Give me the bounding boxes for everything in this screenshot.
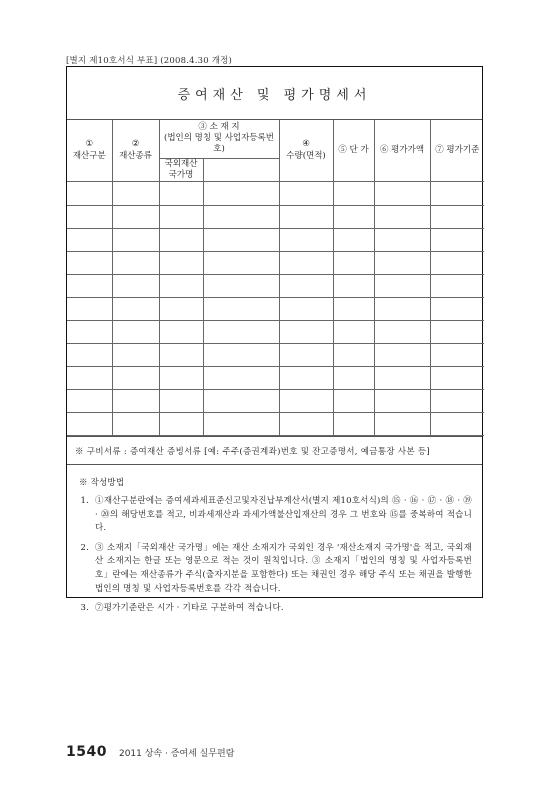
cell-location[interactable]: [203, 297, 279, 320]
cell-appraised-value[interactable]: [374, 390, 430, 413]
header-label: (법인의 명칭 및 사업자등록번호): [164, 133, 274, 155]
cell-unit-price[interactable]: [333, 367, 374, 390]
instruction-number: 2.: [80, 542, 89, 553]
cell-appraised-value[interactable]: [374, 344, 430, 367]
cell-unit-price[interactable]: [333, 251, 374, 274]
cell-unit-price[interactable]: [333, 297, 374, 320]
cell-foreign-country[interactable]: [159, 205, 203, 228]
cell-location[interactable]: [203, 182, 279, 205]
cell-appraised-value[interactable]: [374, 321, 430, 344]
cell-valuation-basis[interactable]: [430, 390, 484, 413]
header-valuation-basis: ⑦ 평가기준: [430, 120, 484, 182]
cell-unit-price[interactable]: [333, 228, 374, 251]
table-row: [67, 274, 484, 297]
cell-appraised-value[interactable]: [374, 367, 430, 390]
page-footer: [66, 744, 234, 760]
cell-valuation-basis[interactable]: [430, 182, 484, 205]
cell-quantity[interactable]: [279, 182, 333, 205]
cell-property-category[interactable]: [67, 182, 112, 205]
cell-appraised-value[interactable]: [374, 205, 430, 228]
cell-property-type[interactable]: [112, 251, 159, 274]
instruction-number: 1.: [80, 496, 89, 507]
cell-property-type[interactable]: [112, 321, 159, 344]
cell-foreign-country[interactable]: [159, 297, 203, 320]
cell-quantity[interactable]: [279, 321, 333, 344]
cell-property-category[interactable]: [67, 367, 112, 390]
cell-valuation-basis[interactable]: [430, 413, 484, 436]
cell-valuation-basis[interactable]: [430, 367, 484, 390]
cell-appraised-value[interactable]: [374, 228, 430, 251]
cell-location[interactable]: [203, 390, 279, 413]
table-row: [67, 413, 484, 436]
header-property-category: [67, 120, 112, 182]
instruction-item: [77, 495, 472, 536]
page-number: 1540: [66, 744, 107, 760]
title-row: [67, 67, 482, 120]
header-label: 재산종류: [119, 150, 152, 161]
cell-location[interactable]: [203, 274, 279, 297]
table-row: [67, 321, 484, 344]
instructions-heading: ※ 작성방법: [79, 478, 125, 489]
cell-foreign-country[interactable]: [159, 228, 203, 251]
header-appraised-value: ⑥ 평가가액: [374, 120, 430, 182]
table-row: [67, 344, 484, 367]
cell-property-category[interactable]: [67, 251, 112, 274]
cell-location[interactable]: [203, 251, 279, 274]
cell-valuation-basis[interactable]: [430, 297, 484, 320]
cell-unit-price[interactable]: [333, 344, 374, 367]
table-row: [67, 297, 484, 320]
instruction-number: 3.: [80, 603, 89, 614]
cell-quantity[interactable]: [279, 297, 333, 320]
cell-valuation-basis[interactable]: [430, 205, 484, 228]
header-property-type: [112, 120, 159, 182]
cell-valuation-basis[interactable]: [430, 344, 484, 367]
header-location-detail: [203, 158, 279, 182]
header-num: ①: [85, 139, 94, 150]
cell-property-category[interactable]: [67, 274, 112, 297]
cell-appraised-value[interactable]: [374, 251, 430, 274]
cell-property-type[interactable]: [112, 297, 159, 320]
cell-location[interactable]: [203, 228, 279, 251]
cell-unit-price[interactable]: [333, 413, 374, 436]
header-num: ②: [131, 139, 140, 150]
header-foreign-country: 국외재산 국가명: [159, 158, 203, 182]
cell-valuation-basis[interactable]: [430, 251, 484, 274]
cell-quantity[interactable]: [279, 390, 333, 413]
cell-quantity[interactable]: [279, 228, 333, 251]
cell-foreign-country[interactable]: [159, 321, 203, 344]
cell-property-type[interactable]: [112, 182, 159, 205]
form-number-label: [별지 제10호서식 부표] (2008.4.30 개정): [66, 56, 233, 66]
cell-unit-price[interactable]: [333, 205, 374, 228]
table-row: [67, 251, 484, 274]
cell-foreign-country[interactable]: [159, 182, 203, 205]
cell-location[interactable]: [203, 205, 279, 228]
header-num: ③ 소 재 지: [198, 121, 240, 132]
cell-property-type[interactable]: [112, 390, 159, 413]
cell-property-type[interactable]: [112, 205, 159, 228]
cell-foreign-country[interactable]: [159, 413, 203, 436]
required-documents-note: ※ 구비서류 : 증여재산 증빙서류 [예: 주주(증권계좌)번호 및 잔고증명서, 예금통장 사본 등]: [67, 436, 482, 465]
cell-quantity[interactable]: [279, 205, 333, 228]
instruction-text: ①재산구분란에는 증여세과세표준신고및자진납부계산서(별지 제10호서식)의 ⑮ · ⑯ · ⑰ · ⑱ · ⑲ · ⑳의 해당번호를 적고, 비과세재산과 과세가액불산입재산의 경우 그 번호와 ⑮를 중복하여 적습니다.: [95, 496, 472, 534]
cell-location[interactable]: [203, 344, 279, 367]
cell-property-category[interactable]: [67, 205, 112, 228]
cell-quantity[interactable]: [279, 344, 333, 367]
cell-location[interactable]: [203, 367, 279, 390]
instruction-text: ⑦평가기준란은 시가 · 기타로 구분하여 적습니다.: [95, 603, 284, 614]
cell-property-type[interactable]: [112, 274, 159, 297]
table-row: [67, 182, 484, 205]
cell-property-type[interactable]: [112, 367, 159, 390]
cell-property-category[interactable]: [67, 390, 112, 413]
cell-property-type[interactable]: [112, 228, 159, 251]
cell-property-category[interactable]: [67, 297, 112, 320]
instruction-item: [77, 542, 472, 596]
cell-foreign-country[interactable]: [159, 251, 203, 274]
instruction-item: [77, 602, 472, 616]
cell-property-category[interactable]: [67, 228, 112, 251]
table-row: [67, 367, 484, 390]
cell-quantity[interactable]: [279, 274, 333, 297]
header-unit-price: ⑤ 단 가: [333, 120, 374, 182]
cell-quantity[interactable]: [279, 413, 333, 436]
cell-unit-price[interactable]: [333, 321, 374, 344]
header-num: ④: [302, 139, 310, 150]
form-frame: [66, 66, 483, 614]
instruction-text: ③ 소재지「국외재산 국가명」에는 재산 소재지가 국외인 경우 '재산소재지 국가명'을 적고, 국외재산 소재지는 한글 또는 영문으로 적는 것이 원칙입니다. ③ 소재지「법인의 명칭 및 사업자등록번호」란에는 재산종류가 주식(출자지분을 포함한다) 또는 채권인 경우 해당 주식 또는 채권을 발행한 법인의 명칭 및 사업자등록번호를 각각 적습니다.: [95, 542, 472, 594]
instructions-section: [67, 465, 482, 615]
cell-property-category[interactable]: [67, 344, 112, 367]
cell-appraised-value[interactable]: [374, 413, 430, 436]
cell-valuation-basis[interactable]: [430, 274, 484, 297]
cell-location[interactable]: [203, 321, 279, 344]
header-label: 수량(면적): [286, 150, 326, 161]
cell-foreign-country[interactable]: [159, 344, 203, 367]
cell-unit-price[interactable]: [333, 182, 374, 205]
cell-property-category[interactable]: [67, 321, 112, 344]
cell-valuation-basis[interactable]: [430, 321, 484, 344]
cell-unit-price[interactable]: [333, 274, 374, 297]
header-location: [159, 120, 279, 158]
cell-valuation-basis[interactable]: [430, 228, 484, 251]
cell-appraised-value[interactable]: [374, 297, 430, 320]
cell-unit-price[interactable]: [333, 390, 374, 413]
property-table: [67, 120, 484, 436]
form-title: 증여재산 및 평가명세서: [177, 87, 372, 103]
book-title: 2011 상속 · 증여세 실무편람: [118, 749, 235, 759]
cell-quantity[interactable]: [279, 367, 333, 390]
cell-quantity[interactable]: [279, 251, 333, 274]
table-row: [67, 205, 484, 228]
cell-appraised-value[interactable]: [374, 274, 430, 297]
table-row: [67, 390, 484, 413]
cell-foreign-country[interactable]: [159, 367, 203, 390]
cell-appraised-value[interactable]: [374, 182, 430, 205]
cell-foreign-country[interactable]: [159, 274, 203, 297]
table-row: [67, 228, 484, 251]
header-label: 재산구분: [72, 150, 106, 161]
cell-location[interactable]: [203, 413, 279, 436]
cell-property-category[interactable]: [67, 413, 112, 436]
cell-property-type[interactable]: [112, 413, 159, 436]
header-quantity: [279, 120, 333, 182]
cell-foreign-country[interactable]: [159, 390, 203, 413]
cell-property-type[interactable]: [112, 344, 159, 367]
